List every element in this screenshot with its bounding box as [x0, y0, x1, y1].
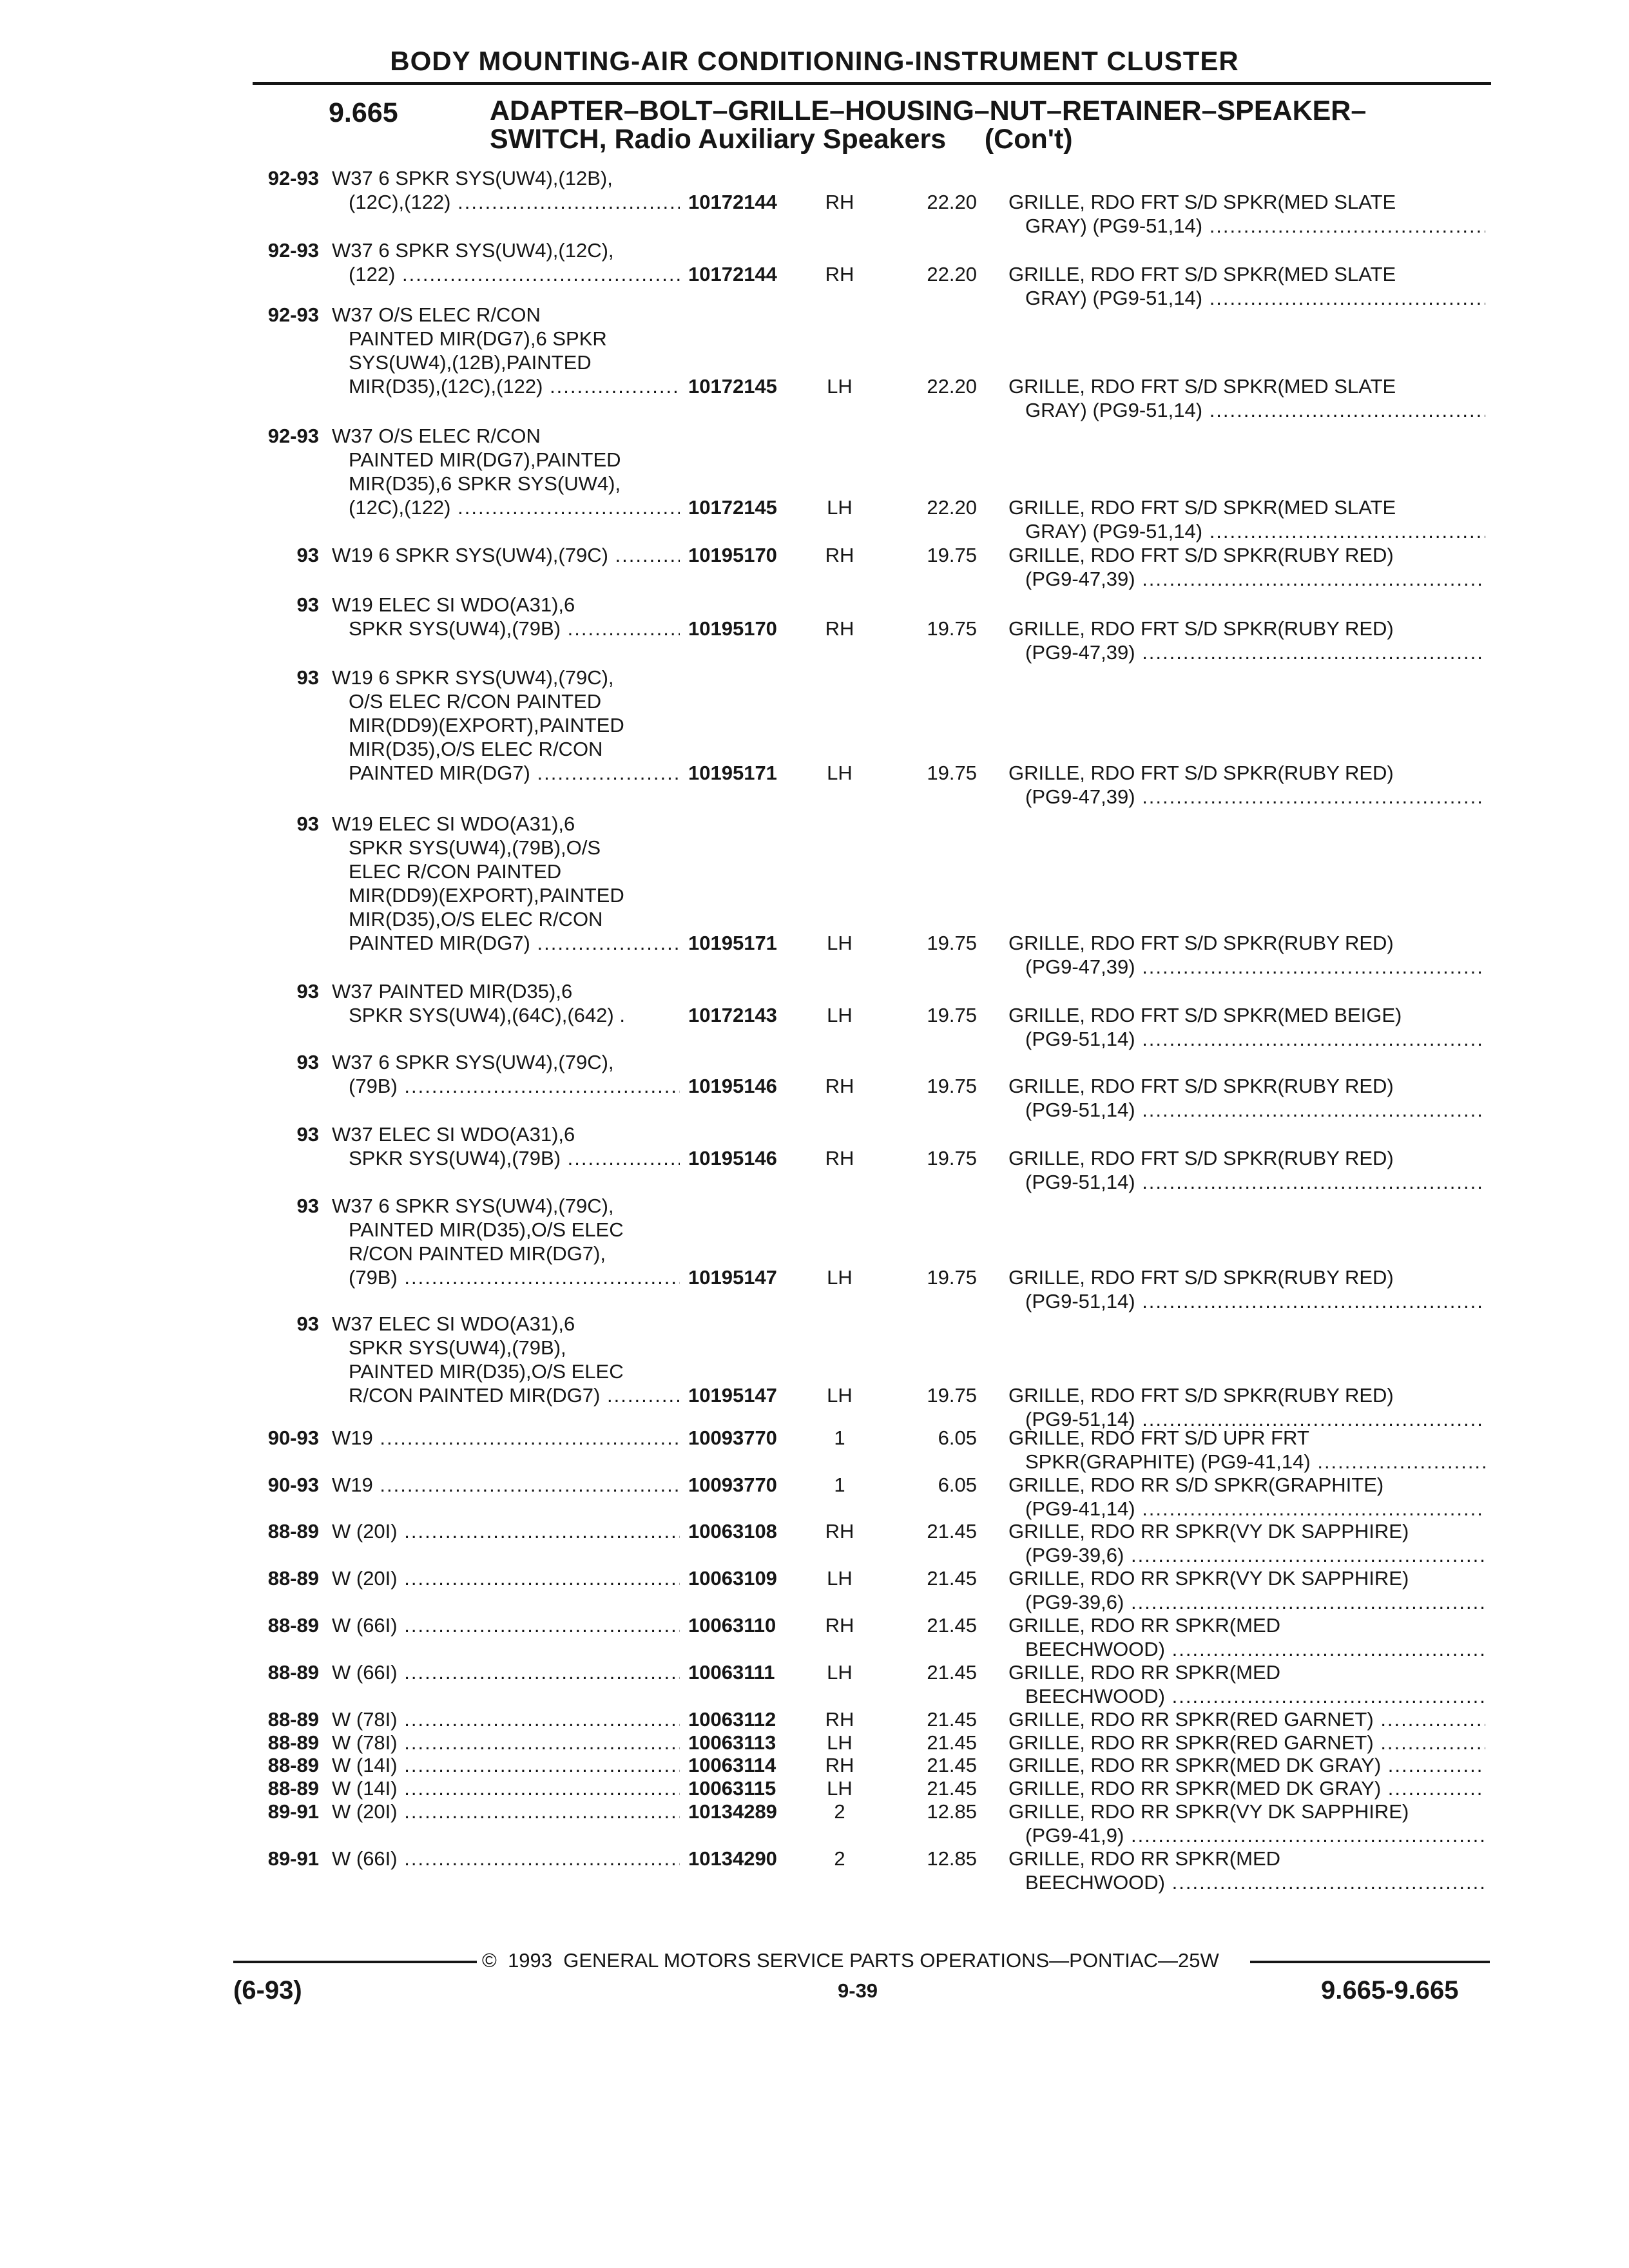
entry-year: 88-89	[267, 1661, 319, 1684]
entry-year: 89-91	[267, 1800, 319, 1823]
entry-model-line: R/CON PAINTED MIR(DG7),	[349, 1242, 606, 1265]
entry-model-usage	[332, 1800, 680, 1823]
entry-model-line: W19 .....	[332, 1426, 680, 1450]
entry-year: 88-89	[267, 1731, 319, 1754]
entry-price: 12.85	[927, 1800, 977, 1823]
entry-model-line: (12C),(122) .....	[332, 495, 680, 519]
entry-model-line: MIR(D35),6 SPKR SYS(UW4),	[349, 472, 621, 495]
entry-description-line: SPKR(GRAPHITE) (PG9-41,14) .....	[1008, 1450, 1485, 1474]
entry-model-usage	[332, 238, 680, 286]
entry-part-number: 10195170	[688, 544, 777, 566]
entry-part-number: 10195171	[688, 762, 777, 784]
entry-price: 19.75	[927, 617, 977, 640]
entry-part-number: 10172144	[688, 191, 777, 213]
entry-description-line: (PG9-47,39) .....	[1008, 640, 1485, 664]
entry-model-line: W (20I) .....	[332, 1566, 680, 1590]
entry-model-line: (79B) .....	[332, 1265, 680, 1289]
entry-price: 19.75	[927, 1004, 977, 1026]
entry-price: 19.75	[927, 932, 977, 954]
entry-side-qty: RH	[825, 1708, 854, 1731]
entry-model-usage	[332, 1847, 680, 1870]
entry-description	[1008, 931, 1485, 979]
entry-model-usage	[332, 543, 680, 567]
entry-price: 6.05	[938, 1427, 977, 1449]
entry-description-line: (PG9-41,9) .....	[1008, 1823, 1485, 1847]
entry-description-line: (PG9-51,14) .....	[1008, 1098, 1485, 1122]
entry-model-usage	[332, 166, 680, 214]
entry-part-number: 10093770	[688, 1427, 777, 1449]
entry-model-line: W (20I) .....	[332, 1519, 680, 1543]
entry-year: 93	[296, 1051, 319, 1073]
entry-model-line: PAINTED MIR(DG7),PAINTED	[349, 448, 621, 471]
entry-price: 19.75	[927, 1384, 977, 1407]
section-title-line-1: ADAPTER–BOLT–GRILLE–HOUSING–NUT–RETAINER–SPEAKER–	[490, 95, 1367, 126]
entry-year: 93	[296, 593, 319, 616]
entry-description	[1008, 1847, 1485, 1894]
entry-model-line: W (78I) .....	[332, 1707, 680, 1731]
entry-part-number: 10195146	[688, 1147, 777, 1169]
footer-section-range: 9.665-9.665	[1321, 1976, 1459, 2004]
entry-description-line: GRILLE, RDO RR SPKR(RED GARNET) .....	[1008, 1707, 1485, 1731]
entry-model-line: ELEC R/CON PAINTED	[349, 860, 562, 883]
entry-description-line: GRILLE, RDO FRT S/D UPR FRT	[1008, 1427, 1309, 1449]
entry-part-number: 10063114	[688, 1754, 776, 1776]
entry-year: 90-93	[267, 1427, 319, 1449]
entry-model-line: (79B) .....	[332, 1074, 680, 1098]
footer-page-number: 9-39	[838, 1979, 878, 2002]
entry-year: 92-93	[267, 239, 319, 262]
entry-model-line: O/S ELEC R/CON PAINTED	[349, 690, 602, 713]
entry-model-usage	[332, 1312, 680, 1407]
entry-description	[1008, 1146, 1485, 1194]
entry-side-qty: RH	[825, 1075, 854, 1097]
entry-description-line: GRILLE, RDO FRT S/D SPKR(MED SLATE	[1008, 496, 1396, 519]
entry-side-qty: RH	[825, 191, 854, 213]
entry-model-line: W (78I) .....	[332, 1731, 680, 1754]
entry-side-qty: LH	[827, 1567, 853, 1590]
entry-description-line: BEECHWOOD) .....	[1008, 1870, 1485, 1894]
entry-description	[1008, 1707, 1485, 1731]
entry-description	[1008, 1776, 1485, 1800]
entry-description-line: GRILLE, RDO RR SPKR(MED	[1008, 1847, 1281, 1870]
entry-description-line: (PG9-39,6) .....	[1008, 1543, 1485, 1567]
entry-price: 19.75	[927, 1075, 977, 1097]
entry-model-line: MIR(DD9)(EXPORT),PAINTED	[349, 714, 624, 736]
entry-description	[1008, 1383, 1485, 1431]
entry-model-line: PAINTED MIR(DG7) .....	[332, 761, 680, 785]
entry-model-line: W19 6 SPKR SYS(UW4),(79C),	[332, 666, 614, 689]
entry-side-qty: RH	[825, 1754, 854, 1776]
section-title-line-2: SWITCH, Radio Auxiliary Speakers (Con't)	[490, 124, 1073, 155]
entry-model-line: PAINTED MIR(D35),O/S ELEC	[349, 1218, 624, 1241]
entry-description	[1008, 1613, 1485, 1661]
entry-description-line: GRAY) (PG9-51,14) .....	[1008, 398, 1485, 422]
entry-model-usage	[332, 1613, 680, 1637]
entry-price: 6.05	[938, 1474, 977, 1496]
entry-price: 22.20	[927, 191, 977, 213]
entry-model-line: SYS(UW4),(12B),PAINTED	[349, 351, 592, 374]
entry-model-line: MIR(DD9)(EXPORT),PAINTED	[349, 884, 624, 907]
entry-year: 92-93	[267, 303, 319, 326]
entry-side-qty: LH	[827, 1731, 853, 1754]
entry-model-usage	[332, 1753, 680, 1777]
entry-model-usage	[332, 1122, 680, 1170]
entry-description	[1008, 374, 1485, 422]
entry-description-line: GRILLE, RDO FRT S/D SPKR(RUBY RED)	[1008, 1147, 1394, 1169]
entry-description	[1008, 1660, 1485, 1708]
entry-description-line: (PG9-41,14) .....	[1008, 1497, 1485, 1521]
entry-part-number: 10063110	[688, 1614, 776, 1637]
entry-price: 21.45	[927, 1567, 977, 1590]
entry-model-line: W37 6 SPKR SYS(UW4),(79C),	[332, 1051, 614, 1073]
entry-model-usage	[332, 1660, 680, 1684]
entry-model-line: R/CON PAINTED MIR(DG7) .....	[332, 1383, 680, 1407]
entry-description-line: GRILLE, RDO RR S/D SPKR(GRAPHITE)	[1008, 1474, 1384, 1496]
entry-model-line: W37 O/S ELEC R/CON	[332, 425, 541, 447]
entry-description	[1008, 1265, 1485, 1313]
entry-price: 21.45	[927, 1520, 977, 1542]
entry-description-line: GRILLE, RDO RR SPKR(RED GARNET) .....	[1008, 1731, 1485, 1754]
entry-description-line: GRILLE, RDO FRT S/D SPKR(MED SLATE	[1008, 375, 1396, 398]
entry-part-number: 10134290	[688, 1847, 777, 1870]
entry-model-usage	[332, 1707, 680, 1731]
entry-model-line: MIR(D35),(12C),(122) .....	[332, 374, 680, 398]
entry-price: 19.75	[927, 1266, 977, 1289]
entry-description-line: GRILLE, RDO FRT S/D SPKR(RUBY RED)	[1008, 932, 1394, 954]
entry-year: 88-89	[267, 1614, 319, 1637]
entry-description-line: (PG9-47,39) .....	[1008, 785, 1485, 809]
entry-description	[1008, 1731, 1485, 1754]
entry-model-line: PAINTED MIR(DG7),6 SPKR	[349, 327, 607, 350]
entry-year: 93	[296, 544, 319, 566]
entry-description-line: (PG9-51,14) .....	[1008, 1170, 1485, 1194]
entry-model-line: W37 ELEC SI WDO(A31),6	[332, 1312, 575, 1335]
entry-model-line: W19 ELEC SI WDO(A31),6	[332, 593, 575, 616]
entry-side-qty: LH	[827, 762, 853, 784]
entry-side-qty: LH	[827, 1266, 853, 1289]
entry-model-line: W (14I) .....	[332, 1776, 680, 1800]
entry-price: 22.20	[927, 375, 977, 398]
entry-year: 88-89	[267, 1708, 319, 1731]
entry-side-qty: 1	[834, 1474, 845, 1496]
entry-model-line: (12C),(122) .....	[332, 190, 680, 214]
entry-model-usage	[332, 1731, 680, 1754]
entry-model-line: W37 PAINTED MIR(D35),6	[332, 980, 573, 1003]
entry-description-line: GRILLE, RDO FRT S/D SPKR(RUBY RED)	[1008, 1266, 1394, 1289]
entry-side-qty: LH	[827, 1661, 853, 1684]
entry-description	[1008, 1473, 1485, 1521]
entry-year: 93	[296, 1312, 319, 1335]
entry-part-number: 10172145	[688, 496, 777, 519]
entry-side-qty: RH	[825, 617, 854, 640]
entry-description-line: (PG9-47,39) .....	[1008, 567, 1485, 591]
entry-price: 21.45	[927, 1754, 977, 1776]
entry-side-qty: LH	[827, 1777, 853, 1800]
entry-part-number: 10195147	[688, 1266, 777, 1289]
entry-model-line: W (66I) .....	[332, 1613, 680, 1637]
entry-model-line: W19 .....	[332, 1473, 680, 1497]
entry-year: 88-89	[267, 1567, 319, 1590]
entry-side-qty: 2	[834, 1847, 845, 1870]
entry-model-line: SPKR SYS(UW4),(64C),(642) .	[332, 1003, 680, 1027]
entry-description-line: GRILLE, RDO RR SPKR(VY DK SAPPHIRE)	[1008, 1520, 1409, 1542]
entry-part-number: 10063115	[688, 1777, 776, 1800]
entry-part-number: 10195170	[688, 617, 777, 640]
entry-model-usage	[332, 1519, 680, 1543]
entry-description-line: GRAY) (PG9-51,14) .....	[1008, 519, 1485, 543]
entry-description-line: GRAY) (PG9-51,14) .....	[1008, 214, 1485, 238]
entry-model-line: W37 6 SPKR SYS(UW4),(12C),	[332, 239, 614, 262]
entry-description	[1008, 1426, 1485, 1474]
entry-description-line: GRILLE, RDO FRT S/D SPKR(RUBY RED)	[1008, 1075, 1394, 1097]
entry-description-line: BEECHWOOD) .....	[1008, 1684, 1485, 1708]
entry-description	[1008, 1003, 1485, 1051]
entry-side-qty: RH	[825, 1147, 854, 1169]
entry-model-usage	[332, 303, 680, 398]
entry-description-line: (PG9-39,6) .....	[1008, 1590, 1485, 1614]
entry-side-qty: RH	[825, 263, 854, 285]
entry-description-line: GRILLE, RDO RR SPKR(MED	[1008, 1614, 1281, 1637]
entry-model-line: (122) .....	[332, 262, 680, 286]
entry-price: 19.75	[927, 762, 977, 784]
entry-description	[1008, 1074, 1485, 1122]
entry-model-line: W19 ELEC SI WDO(A31),6	[332, 812, 575, 835]
footer-date: (6-93)	[233, 1976, 302, 2004]
entry-description	[1008, 495, 1485, 543]
entry-model-usage	[332, 424, 680, 519]
entry-description	[1008, 617, 1485, 664]
entry-part-number: 10063113	[688, 1731, 776, 1754]
entry-description-line: GRILLE, RDO RR SPKR(VY DK SAPPHIRE)	[1008, 1567, 1409, 1590]
entry-side-qty: RH	[825, 1520, 854, 1542]
entry-description-line: (PG9-51,14) .....	[1008, 1027, 1485, 1051]
entry-price: 22.20	[927, 496, 977, 519]
entry-year: 88-89	[267, 1754, 319, 1776]
entry-model-usage	[332, 1776, 680, 1800]
entry-description-line: GRILLE, RDO RR SPKR(MED	[1008, 1661, 1281, 1684]
entry-year: 93	[296, 812, 319, 835]
entry-description-line: GRILLE, RDO FRT S/D SPKR(MED BEIGE)	[1008, 1004, 1402, 1026]
entry-model-line: SPKR SYS(UW4),(79B),O/S	[349, 836, 601, 859]
entry-model-line: W (14I) .....	[332, 1753, 680, 1777]
entry-model-line: PAINTED MIR(DG7) .....	[332, 931, 680, 955]
entry-model-line: W37 O/S ELEC R/CON	[332, 303, 541, 326]
entry-description-line: (PG9-51,14) .....	[1008, 1407, 1485, 1431]
entry-year: 93	[296, 1195, 319, 1217]
entry-model-line: W (66I) .....	[332, 1847, 680, 1870]
entry-description	[1008, 1800, 1485, 1847]
entry-year: 93	[296, 1123, 319, 1146]
entry-model-line: W37 ELEC SI WDO(A31),6	[332, 1123, 575, 1146]
entry-description-line: BEECHWOOD) .....	[1008, 1637, 1485, 1661]
section-number: 9.665	[329, 97, 398, 128]
entry-model-line: SPKR SYS(UW4),(79B),	[349, 1336, 566, 1359]
entry-price: 22.20	[927, 263, 977, 285]
entry-description-line: GRILLE, RDO RR SPKR(MED DK GRAY) .....	[1008, 1776, 1485, 1800]
entry-description-line: GRILLE, RDO RR SPKR(VY DK SAPPHIRE)	[1008, 1800, 1409, 1823]
entry-year: 92-93	[267, 167, 319, 189]
entry-model-line: MIR(D35),O/S ELEC R/CON	[349, 908, 603, 930]
entry-part-number: 10195146	[688, 1075, 777, 1097]
entry-description	[1008, 262, 1485, 310]
entry-price: 19.75	[927, 544, 977, 566]
entry-model-usage	[332, 812, 680, 955]
entry-description	[1008, 1566, 1485, 1614]
entry-description-line: GRAY) (PG9-51,14) .....	[1008, 286, 1485, 310]
page-header-title: BODY MOUNTING-AIR CONDITIONING-INSTRUMENT CLUSTER	[390, 46, 1239, 76]
entry-year: 92-93	[267, 425, 319, 447]
entry-side-qty: RH	[825, 1614, 854, 1637]
entry-model-line: W (66I) .....	[332, 1660, 680, 1684]
entry-model-line: MIR(D35),O/S ELEC R/CON	[349, 738, 603, 760]
entry-side-qty: LH	[827, 1004, 853, 1026]
entry-price: 19.75	[927, 1147, 977, 1169]
entry-description-line: GRILLE, RDO FRT S/D SPKR(MED SLATE	[1008, 191, 1396, 213]
entry-side-qty: 1	[834, 1427, 845, 1449]
entry-price: 21.45	[927, 1708, 977, 1731]
entry-side-qty: LH	[827, 375, 853, 398]
entry-part-number: 10172145	[688, 375, 777, 398]
entry-side-qty: 2	[834, 1800, 845, 1823]
entry-description	[1008, 543, 1485, 591]
entry-part-number: 10063111	[688, 1661, 775, 1684]
entry-description	[1008, 190, 1485, 238]
entry-price: 21.45	[927, 1614, 977, 1637]
entry-part-number: 10172144	[688, 263, 777, 285]
entry-part-number: 10063112	[688, 1708, 776, 1731]
entry-side-qty: LH	[827, 1384, 853, 1407]
entry-year: 90-93	[267, 1474, 319, 1496]
entry-side-qty: LH	[827, 932, 853, 954]
entry-part-number: 10195147	[688, 1384, 777, 1407]
entry-model-line: PAINTED MIR(D35),O/S ELEC	[349, 1360, 624, 1383]
entry-model-usage	[332, 666, 680, 785]
entry-model-line: W37 6 SPKR SYS(UW4),(12B),	[332, 167, 613, 189]
entry-model-line: W19 6 SPKR SYS(UW4),(79C) .....	[332, 543, 680, 567]
entry-model-line: SPKR SYS(UW4),(79B) .....	[332, 617, 680, 640]
footer-rule-left	[233, 1961, 477, 1963]
entry-year: 93	[296, 980, 319, 1003]
entry-model-usage	[332, 593, 680, 640]
entry-year: 88-89	[267, 1520, 319, 1542]
entry-model-usage	[332, 1566, 680, 1590]
entry-part-number: 10134289	[688, 1800, 777, 1823]
entry-model-usage	[332, 1426, 680, 1450]
entry-year: 93	[296, 666, 319, 689]
entry-year: 88-89	[267, 1777, 319, 1800]
entry-part-number: 10093770	[688, 1474, 777, 1496]
entry-description-line: GRILLE, RDO FRT S/D SPKR(RUBY RED)	[1008, 762, 1394, 784]
entry-price: 21.45	[927, 1731, 977, 1754]
entry-part-number: 10063108	[688, 1520, 777, 1542]
entry-description-line: GRILLE, RDO FRT S/D SPKR(RUBY RED)	[1008, 544, 1394, 566]
entry-model-usage	[332, 1050, 680, 1098]
entry-model-usage	[332, 979, 680, 1027]
entry-price: 21.45	[927, 1661, 977, 1684]
footer-rule-right	[1250, 1961, 1490, 1963]
entry-part-number: 10195171	[688, 932, 777, 954]
entry-description	[1008, 1753, 1485, 1777]
entry-part-number: 10172143	[688, 1004, 777, 1026]
entry-description-line: GRILLE, RDO FRT S/D SPKR(MED SLATE	[1008, 263, 1396, 285]
entry-model-line: SPKR SYS(UW4),(79B) .....	[332, 1146, 680, 1170]
entry-description	[1008, 1519, 1485, 1567]
entry-price: 21.45	[927, 1777, 977, 1800]
entry-side-qty: RH	[825, 544, 854, 566]
entry-model-line: W37 6 SPKR SYS(UW4),(79C),	[332, 1195, 614, 1217]
entry-model-usage	[332, 1473, 680, 1497]
entry-description-line: (PG9-47,39) .....	[1008, 955, 1485, 979]
entry-description-line: GRILLE, RDO RR SPKR(MED DK GRAY) .....	[1008, 1753, 1485, 1777]
entry-description-line: (PG9-51,14) .....	[1008, 1289, 1485, 1313]
entry-side-qty: LH	[827, 496, 853, 519]
entry-description	[1008, 761, 1485, 809]
entry-part-number: 10063109	[688, 1567, 777, 1590]
footer-copyright: © 1993 GENERAL MOTORS SERVICE PARTS OPERATIONS—PONTIAC—25W	[482, 1949, 1219, 1972]
entry-price: 12.85	[927, 1847, 977, 1870]
entry-model-line: W (20I) .....	[332, 1800, 680, 1823]
entry-year: 89-91	[267, 1847, 319, 1870]
entry-description-line: GRILLE, RDO FRT S/D SPKR(RUBY RED)	[1008, 1384, 1394, 1407]
entry-description-line: GRILLE, RDO FRT S/D SPKR(RUBY RED)	[1008, 617, 1394, 640]
entry-model-usage	[332, 1194, 680, 1289]
